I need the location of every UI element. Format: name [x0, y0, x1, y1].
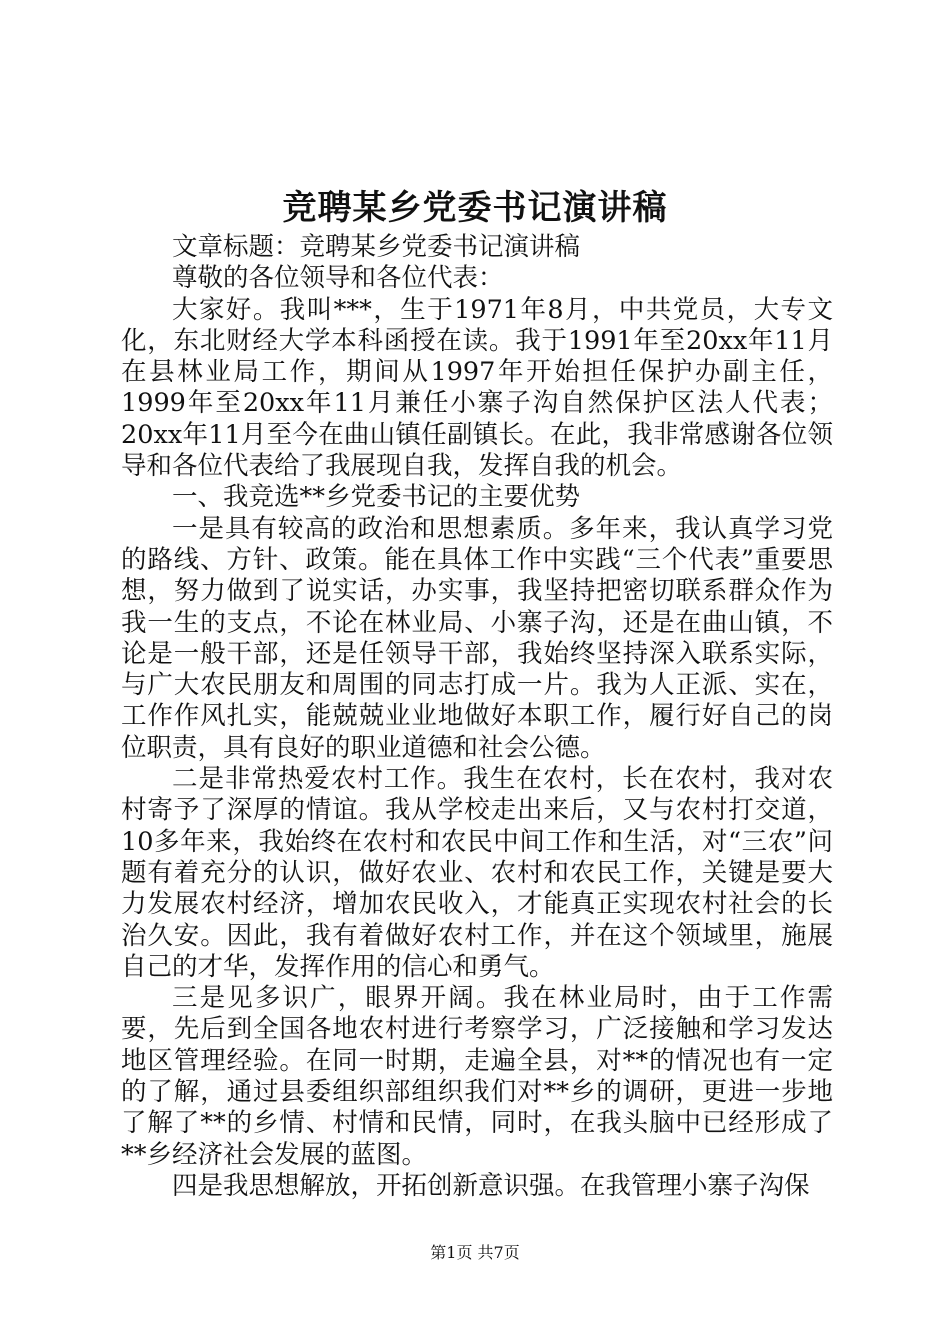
section-heading: 一、我竞选**乡党委书记的主要优势: [172, 482, 581, 513]
paragraph-point-3: 三是见多识广，眼界开阔。我在林业局时，由于工作需要，先后到全国各地农村进行考察学习，广泛接触和学习发达地区管理经验。在同一时期，走遍全县，对**的情况也有一定的了解，通过县委组织部组织我们对**乡的调研，更进一步地了解了**的乡情、村情和民情，同时，在我头脑中已经形成了**乡经济社会发展的蓝图。: [121, 983, 833, 1170]
salutation: 尊敬的各位领导和各位代表：: [172, 263, 504, 294]
paragraph-point-2: 二是非常热爱农村工作。我生在农村，长在农村，我对农村寄予了深厚的情谊。我从学校走出来后，又与农村打交道，10多年来，我始终在农村和农民中间工作和生活，对“三农”问题有着充分的认识，做好农业、农村和农民工作，关键是要大力发展农村经济，增加农民收入，才能真正实现农村社会的长治久安。因此，我有着做好农村工作，并在这个领域里，施展自己的才华，发挥作用的信心和勇气。: [121, 764, 833, 982]
paragraph-point-4: 四是我思想解放，开拓创新意识强。在我管理小寨子沟保: [172, 1170, 810, 1201]
document-body: [121, 232, 833, 1202]
paragraph-point-1: 一是具有较高的政治和思想素质。多年来，我认真学习党的路线、方针、政策。能在具体工作中实践“三个代表”重要思想，努力做到了说实话，办实事，我坚持把密切联系群众作为我一生的支点，不论在林业局、小寨子沟，还是在曲山镇，不论是一般干部，还是任领导干部，我始终坚持深入联系实际，与广大农民朋友和周围的同志打成一片。我为人正派、实在，工作作风扎实，能兢兢业业地做好本职工作，履行好自己的岗位职责，具有良好的职业道德和社会公德。: [121, 513, 833, 763]
article-title-line: 文章标题：竞聘某乡党委书记演讲稿: [172, 232, 581, 262]
page-footer: 第1页 共7页: [430, 1243, 520, 1262]
paragraph-intro: 大家好。我叫***，生于1971年8月，中共党员，大专文化，东北财经大学本科函授在读。我于1991年至20xx年11月在县林业局工作，期间从1997年开始担任保护办副主任，1999年至20xx年11月兼任小寨子沟自然保护区法人代表；20xx年11月至今在曲山镇任副镇长。在此，我非常感谢各位领导和各位代表给了我展现自我，发挥自我的机会。: [121, 294, 833, 482]
document-title: 竞聘某乡党委书记演讲稿: [282, 188, 668, 228]
